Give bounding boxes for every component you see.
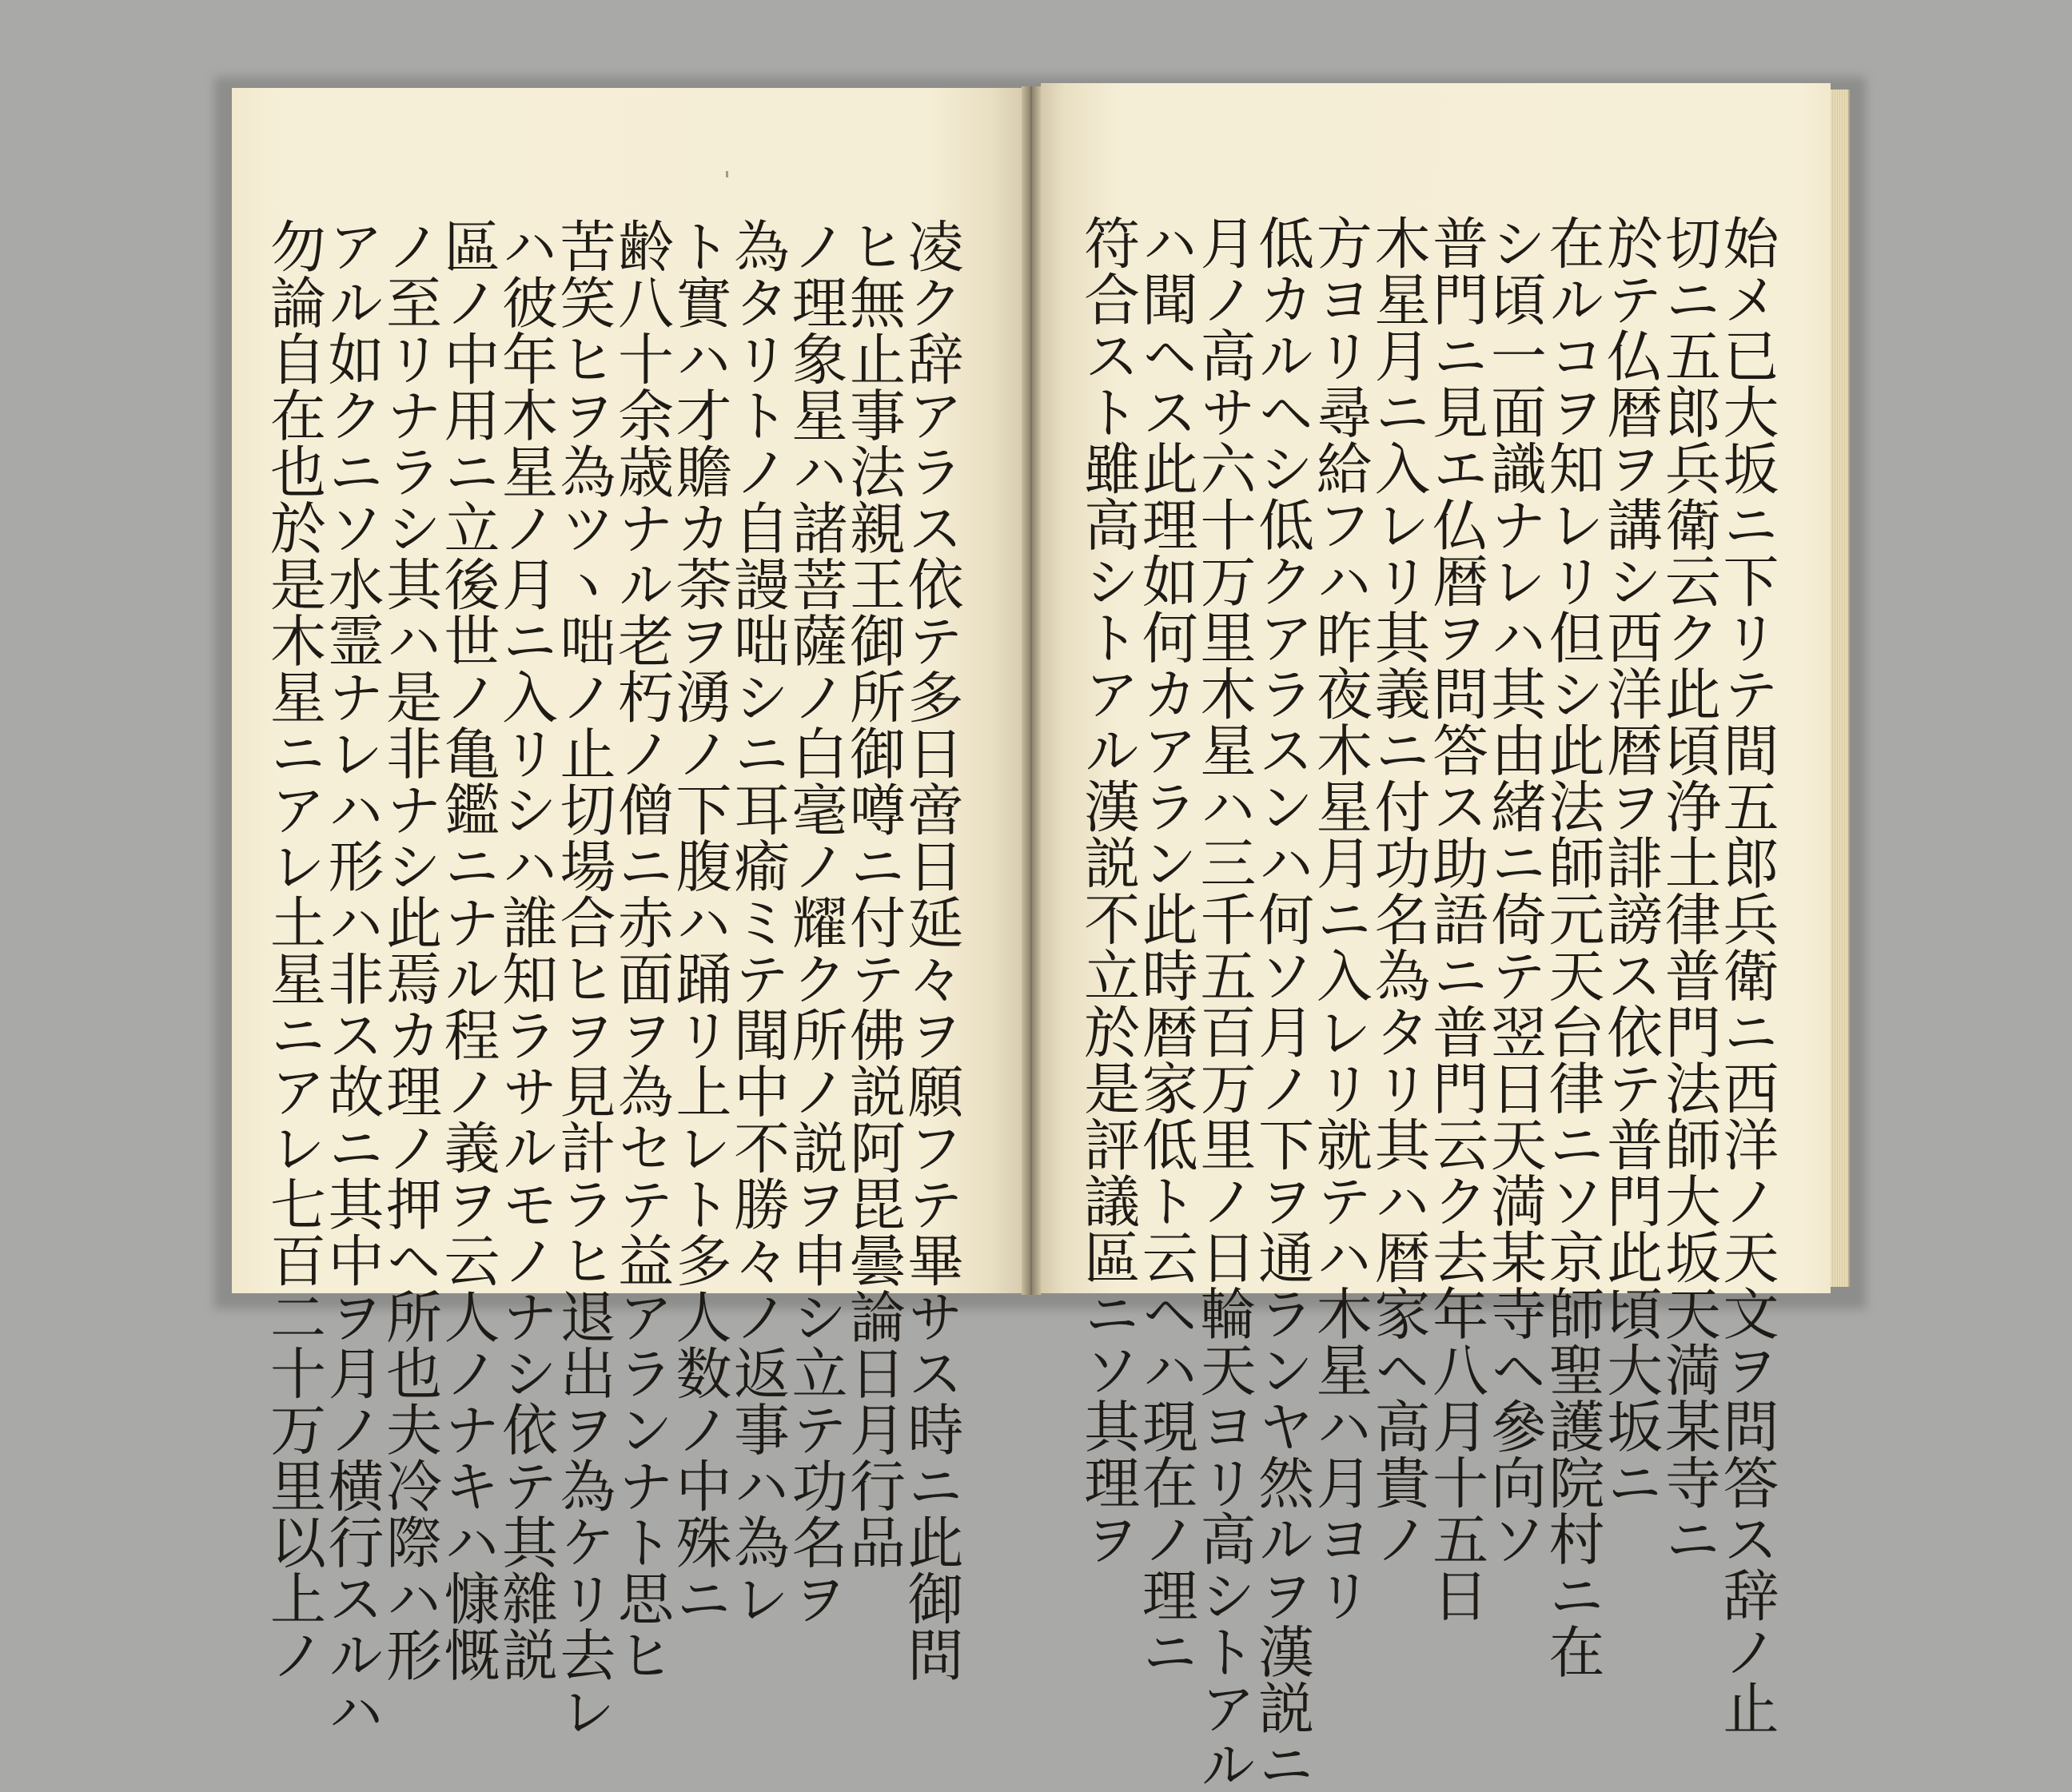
text-line: 在ルコヲ知レリ但シ此法師元天台律ニソ京師聖護院村ニ在	[1539, 214, 1605, 1679]
text-line: 木星月ニ入レリ其義ニ付功名為タリ其ハ暦家ヘ高貴ノ	[1365, 214, 1431, 1567]
text-line: ヒ無止事法親王御所御噂ニ付テ佛説阿毘曇論日月行品	[840, 217, 906, 1570]
text-line: 普門ニ見エ仏暦ヲ問答ス助語ニ普門云ク去年八月十五日	[1423, 214, 1489, 1623]
text-line: 切ニ五郎兵衛云ク此頃浄土律普門法師大坂天満某寺ニ	[1656, 214, 1722, 1567]
right-page-text	[1074, 214, 1779, 1792]
text-line: ノ理象星ハ諸菩薩ノ白毫ノ耀ク所ノ説ヲ申シ立テ功名ヲ	[783, 217, 848, 1627]
text-line: ハ彼年木星ノ月ニ入リシハ誰知ラサルモノナシ依テ其雜説	[492, 217, 559, 1682]
text-line: 為タリトノ自謾咄シニ耳瘉ミテ聞中不勝々ノ返事ハ為レ	[724, 217, 791, 1627]
text-line: 月ノ高サ六十万里木星ハ三千五百万里ノ日輪天ヨリ高シトアル	[1190, 214, 1257, 1792]
text-line: ノ至リナラシ其ハ是非ナシ此焉カ理ノ押ヘ所也夫冷際ハ形	[377, 217, 443, 1682]
left-page-text	[261, 217, 964, 1739]
text-line: 凌ク辞アラス依テ多日啻日延々ヲ願フテ畢サス時ニ此御問	[899, 217, 964, 1682]
text-line: ト實ハ才贍カ荼ヲ湧ノ下腹ハ踊リ上レト多人数ノ中殊ニ	[667, 217, 732, 1627]
page-edges	[1831, 90, 1850, 1287]
text-line: 符合スト雖高シトアル漢説不立於是評議區ニソ其理ヲ	[1074, 214, 1141, 1567]
page-speck	[726, 171, 728, 177]
text-line: ハ聞ヘス此理如何カアラン此時暦家低ト云ヘハ現在ノ理ニ	[1133, 214, 1199, 1679]
text-line: 區ノ中用ニ立後世ノ亀鑑ニナル程ノ義ヲ云人ノナキハ慷慨	[435, 217, 500, 1682]
text-line: 方ヨリ尋給フハ昨夜木星月ニ入レリ就テハ木星ハ月ヨリ	[1307, 214, 1373, 1623]
text-line: 始メ已大坂ニ下リテ間五郎兵衛ニ西洋ノ天文ヲ問答ス辞ノ止	[1714, 214, 1779, 1736]
text-line: 齢八十余歳ナル老朽ノ僧ニ赤面ヲ為セテ益アランナト思ヒ	[608, 217, 675, 1682]
text-line: 苦笑ヒヲ為ツヽ咄ノ止切場合ヒヲ見計ラヒ退出ヲ為ケリ去レ	[551, 217, 616, 1739]
text-line: シ頃一面識ナレハ其由緒ニ倚テ翌日天満某寺ヘ參向ソ	[1481, 214, 1548, 1567]
text-line: 勿論自在也於是木星ニアレ土星ニアレ七百二十万里以上ノ	[261, 217, 327, 1682]
book-gutter	[1022, 86, 1041, 1295]
text-line: アル如クニソ水霊ナレハ形ハ非ス故ニ其中ヲ月ノ横行スルハ	[319, 217, 385, 1739]
text-line: 於テ仏暦ヲ講シ西洋暦ヲ誹謗ス依テ普門此頃大坂ニ	[1597, 214, 1664, 1511]
text-line: 低カルヘシ低クアラスンハ何ソ月ノ下ヲ通ランヤ然ルヲ漢説ニ	[1249, 214, 1315, 1792]
